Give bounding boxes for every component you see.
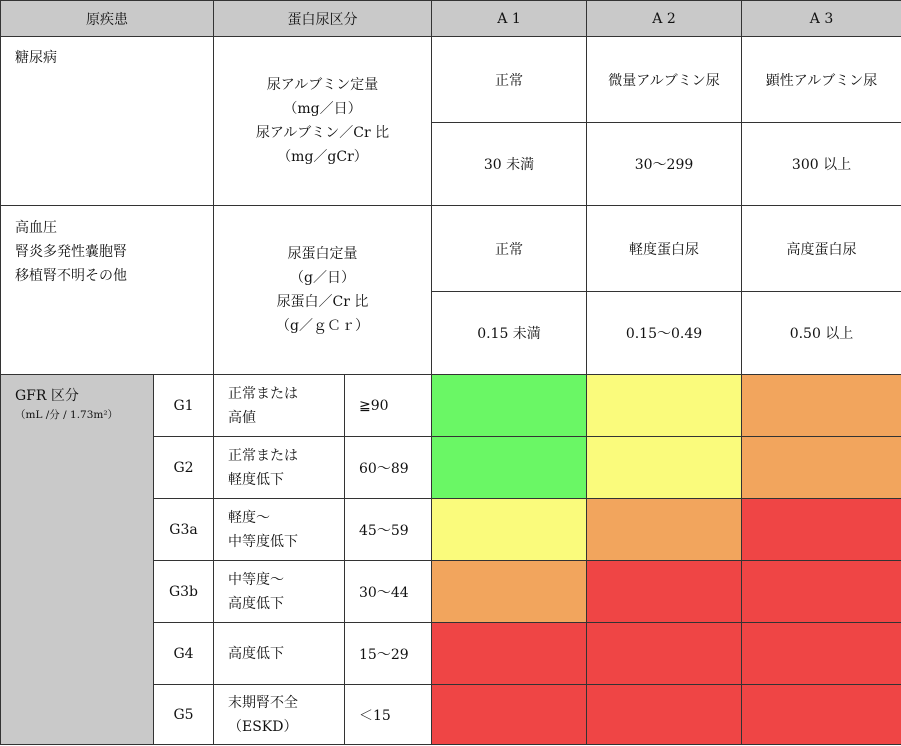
diabetes-measure: 尿アルブミン定量 （mg／日） 尿アルブミン／Cr 比 （mg／gCr） — [214, 37, 432, 206]
gfr-description: 正常または 高値 — [214, 375, 345, 437]
risk-cell — [742, 499, 901, 561]
gfr-description: 末期腎不全 （ESKD） — [214, 685, 345, 745]
diabetes-a1-value: 30 未満 — [432, 123, 587, 206]
diabetes-a2-value: 30〜299 — [587, 123, 742, 206]
risk-cell — [742, 437, 901, 499]
risk-cell — [742, 561, 901, 623]
risk-cell — [432, 375, 587, 437]
other-a3-name: 高度蛋白尿 — [742, 206, 901, 292]
gfr-grade: G2 — [154, 437, 214, 499]
gfr-grade: G3a — [154, 499, 214, 561]
header-a3: A 3 — [742, 1, 901, 37]
gfr-range: ≧90 — [345, 375, 432, 437]
risk-cell — [742, 685, 901, 745]
gfr-description: 軽度〜 中等度低下 — [214, 499, 345, 561]
other-a2-value: 0.15〜0.49 — [587, 292, 742, 375]
risk-cell — [432, 437, 587, 499]
header-disease: 原疾患 — [1, 1, 214, 37]
gfr-range: ＜15 — [345, 685, 432, 745]
header-proteinuria: 蛋白尿区分 — [214, 1, 432, 37]
gfr-description: 正常または 軽度低下 — [214, 437, 345, 499]
header-a1: A 1 — [432, 1, 587, 37]
gfr-range: 30〜44 — [345, 561, 432, 623]
risk-cell — [742, 375, 901, 437]
other-measure: 尿蛋白定量 （g／日） 尿蛋白／Cr 比 （g／ｇＣｒ） — [214, 206, 432, 375]
risk-cell — [587, 437, 742, 499]
risk-cell — [432, 623, 587, 685]
gfr-range: 45〜59 — [345, 499, 432, 561]
gfr-grade: G3b — [154, 561, 214, 623]
other-disease-label: 高血圧 腎炎多発性嚢胞腎 移植腎不明その他 — [1, 206, 214, 375]
other-a2-name: 軽度蛋白尿 — [587, 206, 742, 292]
risk-cell — [432, 499, 587, 561]
other-a3-value: 0.50 以上 — [742, 292, 901, 375]
diabetes-a2-name: 微量アルブミン尿 — [587, 37, 742, 123]
gfr-description: 高度低下 — [214, 623, 345, 685]
gfr-grade: G1 — [154, 375, 214, 437]
other-a1-name: 正常 — [432, 206, 587, 292]
diabetes-label: 糖尿病 — [1, 37, 214, 206]
gfr-description: 中等度〜 高度低下 — [214, 561, 345, 623]
risk-cell — [587, 499, 742, 561]
risk-cell — [587, 685, 742, 745]
gfr-grade: G4 — [154, 623, 214, 685]
risk-cell — [432, 561, 587, 623]
gfr-title: GFR 区分 — [15, 388, 79, 404]
gfr-range: 60〜89 — [345, 437, 432, 499]
gfr-unit: （mL /分 / 1.73m²） — [15, 409, 119, 421]
header-a2: A 2 — [587, 1, 742, 37]
diabetes-a3-value: 300 以上 — [742, 123, 901, 206]
diabetes-a1-name: 正常 — [432, 37, 587, 123]
gfr-grade: G5 — [154, 685, 214, 745]
risk-cell — [587, 561, 742, 623]
risk-cell — [587, 375, 742, 437]
diabetes-a3-name: 顕性アルブミン尿 — [742, 37, 901, 123]
other-a1-value: 0.15 未満 — [432, 292, 587, 375]
risk-cell — [432, 685, 587, 745]
risk-cell — [742, 623, 901, 685]
gfr-range: 15〜29 — [345, 623, 432, 685]
gfr-category-label — [1, 375, 154, 745]
risk-cell — [587, 623, 742, 685]
